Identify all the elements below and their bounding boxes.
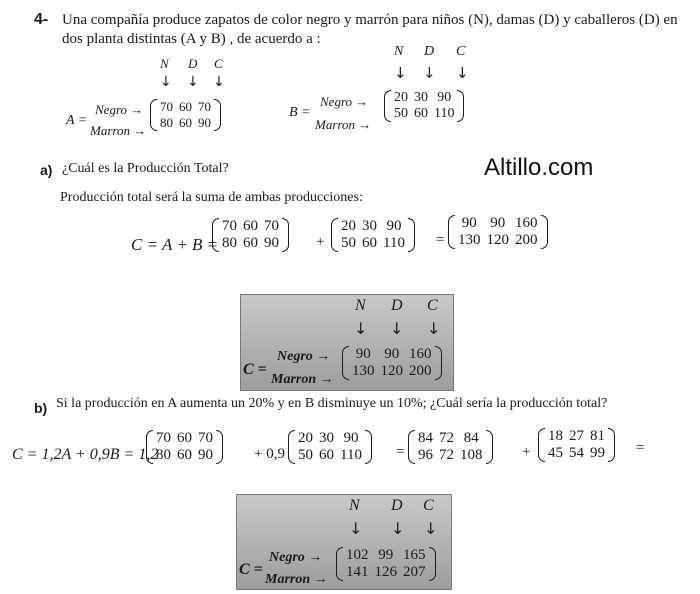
box-b-matrix [336,547,436,581]
matrix-cell: 130 [458,232,481,248]
matrix-right-bracket [429,547,436,581]
matrix-cell: 20 [341,218,356,234]
part-b-label: b) [34,400,48,416]
matrix-values [295,430,365,464]
matrix-cell: 18 [548,428,563,444]
matrix-cell: 20 [298,430,313,446]
matrix-cell: 84 [463,430,479,446]
matrix-b-name: B = [289,105,311,120]
matrix-cell: 70 [264,218,279,234]
matrix-cell: 126 [374,564,397,580]
part-a-explanation: Producción total será la suma de ambas producciones: [60,190,363,205]
matrix-row [338,218,408,235]
matrix-row [391,90,457,106]
matrix-cell: 60 [179,115,192,130]
part-b-equals: = [396,444,405,460]
matrix-row [219,218,282,235]
part-a-matrix-b [331,218,415,252]
part-b-result-box [236,494,452,590]
matrix-cell: 20 [394,90,408,105]
matrix-cell: 200 [409,363,432,379]
box-b-col-n: N [349,497,360,514]
matrix-cell: 60 [177,430,192,446]
matrix-cell: 207 [403,564,426,580]
matrix-row [153,447,216,464]
matrix-left-bracket [448,215,455,249]
arrow-down-icon: ↓ [160,74,172,90]
part-a-label: a) [40,162,53,178]
matrix-row [391,106,457,122]
matrix-cell: 90 [384,346,400,362]
matrix-cell: 160 [515,215,538,231]
arrow-down-icon: ↓ [394,64,407,82]
matrix-cell: 120 [486,232,509,248]
matrix-right-bracket [214,99,221,131]
matrix-left-bracket [336,547,343,581]
matrix-cell: 99 [378,547,394,563]
matrix-cell: 130 [352,363,375,379]
matrix-cell: 30 [414,90,428,105]
part-a-matrix-a [212,218,289,252]
matrix-right-bracket [408,218,415,252]
matrix-cell: 120 [380,363,403,379]
matrix-cell: 50 [394,106,408,121]
matrix-a-col-c: C [214,56,223,71]
matrix-cell: 60 [319,447,334,463]
matrix-row [455,215,541,232]
box-b-col-c: C [423,497,434,514]
arrow-down-icon: ↓ [349,519,363,538]
arrow-down-icon: ↓ [423,64,436,82]
matrix-row [545,428,608,445]
row-label-negro: Negro → [277,349,331,364]
matrix-a-col-n: N [160,56,169,71]
arrow-down-icon: ↓ [354,319,368,338]
matrix-values [343,547,429,581]
matrix-cell: 160 [409,346,432,362]
matrix-values [157,99,214,131]
part-a-result-box [240,294,454,391]
arrow-down-icon: ↓ [390,319,404,338]
matrix-row [295,447,365,464]
matrix-a [150,99,221,131]
matrix-row [157,115,214,131]
row-label-negro: Negro → [269,550,323,565]
arrow-down-icon: ↓ [391,519,405,538]
matrix-left-bracket [150,99,157,131]
row-label-negro: Negro → [320,94,369,109]
matrix-row [415,430,486,447]
matrix-cell: 60 [362,235,377,251]
matrix-left-bracket [408,430,415,464]
part-b-plus: + [522,444,531,460]
matrix-cell: 99 [590,445,605,461]
matrix-cell: 108 [460,447,483,463]
matrix-cell: 90 [386,218,402,234]
matrix-cell: 80 [222,235,237,251]
watermark-text: Altillo.com [484,154,594,181]
matrix-left-bracket [342,346,349,380]
part-b-matrix-a [146,430,223,464]
matrix-cell: 60 [243,235,258,251]
arrow-down-icon: ↓ [456,64,469,82]
matrix-cell: 70 [156,430,171,446]
matrix-cell: 72 [439,447,454,463]
matrix-cell: 90 [437,90,452,105]
matrix-cell: 84 [418,430,433,446]
matrix-b-col-n: N [394,44,404,59]
matrix-cell: 90 [198,115,211,130]
matrix-row [415,447,486,464]
matrix-row [219,235,282,252]
part-b-matrix-d [538,428,615,462]
matrix-right-bracket [541,215,548,249]
box-a-matrix [342,346,442,380]
matrix-left-bracket [212,218,219,252]
part-a-plus: + [316,234,325,250]
part-b-trailing-equals: = [636,440,645,456]
matrix-values [338,218,408,252]
matrix-values [455,215,541,249]
matrix-cell: 70 [222,218,237,234]
matrix-cell: 80 [160,115,173,130]
matrix-cell: 30 [362,218,377,234]
matrix-cell: 72 [439,430,454,446]
row-label-marron: Marron → [315,117,372,132]
matrix-cell: 60 [243,218,258,234]
matrix-cell: 141 [346,564,369,580]
matrix-left-bracket [538,428,545,462]
matrix-b-col-c: C [456,44,466,59]
matrix-row [349,346,435,363]
box-a-col-d: D [391,297,403,314]
matrix-cell: 27 [569,428,584,444]
matrix-cell: 90 [355,346,371,362]
matrix-cell: 110 [434,106,455,121]
matrix-values [349,346,435,380]
matrix-cell: 81 [590,428,605,444]
matrix-row [295,430,365,447]
matrix-right-bracket [365,430,372,464]
matrix-left-bracket [384,90,391,122]
box-a-col-n: N [355,297,366,314]
matrix-b-col-d: D [424,44,435,59]
matrix-cell: 54 [569,445,584,461]
part-b-matrix-b [288,430,372,464]
matrix-cell: 50 [298,447,313,463]
matrix-row [349,363,435,380]
row-label-marron: Marron → [265,572,328,587]
matrix-cell: 102 [346,547,369,563]
matrix-row [343,547,429,564]
matrix-cell: 60 [414,106,428,121]
matrix-cell: 90 [343,430,359,446]
matrix-a-name: A = [66,113,88,128]
matrix-values [391,90,457,122]
matrix-row [338,235,408,252]
matrix-cell: 90 [264,235,279,251]
part-a-equals: = [436,232,445,248]
part-b-question: Si la producción en A aumenta un 20% y en B disminuye un 10%; ¿Cuál sería la producción total? [56,396,608,411]
matrix-values [219,218,282,252]
matrix-left-bracket [331,218,338,252]
part-a-formula: C = A + B = [131,235,219,254]
matrix-cell: 45 [548,445,563,461]
matrix-right-bracket [216,430,223,464]
matrix-cell: 90 [198,447,213,463]
box-b-label: C = [239,561,263,578]
matrix-left-bracket [288,430,295,464]
box-a-col-c: C [427,297,438,314]
arrow-down-icon: ↓ [187,74,199,90]
part-b-formula: C = 1,2A + 0,9B = 1,2 [12,446,159,463]
matrix-row [153,430,216,447]
matrix-cell: 70 [198,99,211,114]
matrix-values [415,430,486,464]
matrix-cell: 70 [198,430,213,446]
matrix-cell: 110 [383,235,405,251]
matrix-cell: 90 [490,215,506,231]
row-label-marron: Marron → [90,123,147,138]
part-a-result-matrix [448,215,548,249]
matrix-cell: 110 [340,447,362,463]
row-label-negro: Negro → [95,102,144,117]
part-a-question: ¿Cuál es la Producción Total? [62,161,229,176]
matrix-cell: 200 [515,232,538,248]
matrix-row [455,232,541,249]
matrix-right-bracket [282,218,289,252]
part-b-plus-coef: + 0,9 [254,446,285,462]
problem-statement-line2: dos planta distintas (A y B) , de acuerdo a : [62,31,321,47]
arrow-down-icon: ↓ [213,74,225,90]
arrow-down-icon: ↓ [427,319,441,338]
matrix-a-col-d: D [188,56,198,71]
matrix-cell: 70 [160,99,173,114]
matrix-cell: 30 [319,430,334,446]
matrix-cell: 60 [177,447,192,463]
matrix-left-bracket [146,430,153,464]
row-label-marron: Marron → [271,372,334,387]
arrow-down-icon: ↓ [424,519,438,538]
box-a-label: C = [243,361,267,378]
matrix-cell: 80 [156,447,171,463]
matrix-cell: 165 [403,547,426,563]
matrix-right-bracket [457,90,464,122]
matrix-row [545,445,608,462]
matrix-cell: 96 [418,447,433,463]
matrix-b [384,90,464,122]
matrix-values [545,428,608,462]
box-b-col-d: D [391,497,403,514]
matrix-right-bracket [435,346,442,380]
matrix-cell: 60 [179,99,192,114]
matrix-values [153,430,216,464]
part-b-matrix-c [408,430,493,464]
problem-number: 4- [34,11,49,28]
matrix-right-bracket [486,430,493,464]
matrix-row [343,564,429,581]
matrix-cell: 90 [461,215,477,231]
matrix-row [157,99,214,115]
problem-statement-line1: Una compañía produce zapatos de color negro y marrón para niños (N), damas (D) y caballeros (D) en [62,12,678,28]
matrix-right-bracket [608,428,615,462]
matrix-cell: 50 [341,235,356,251]
